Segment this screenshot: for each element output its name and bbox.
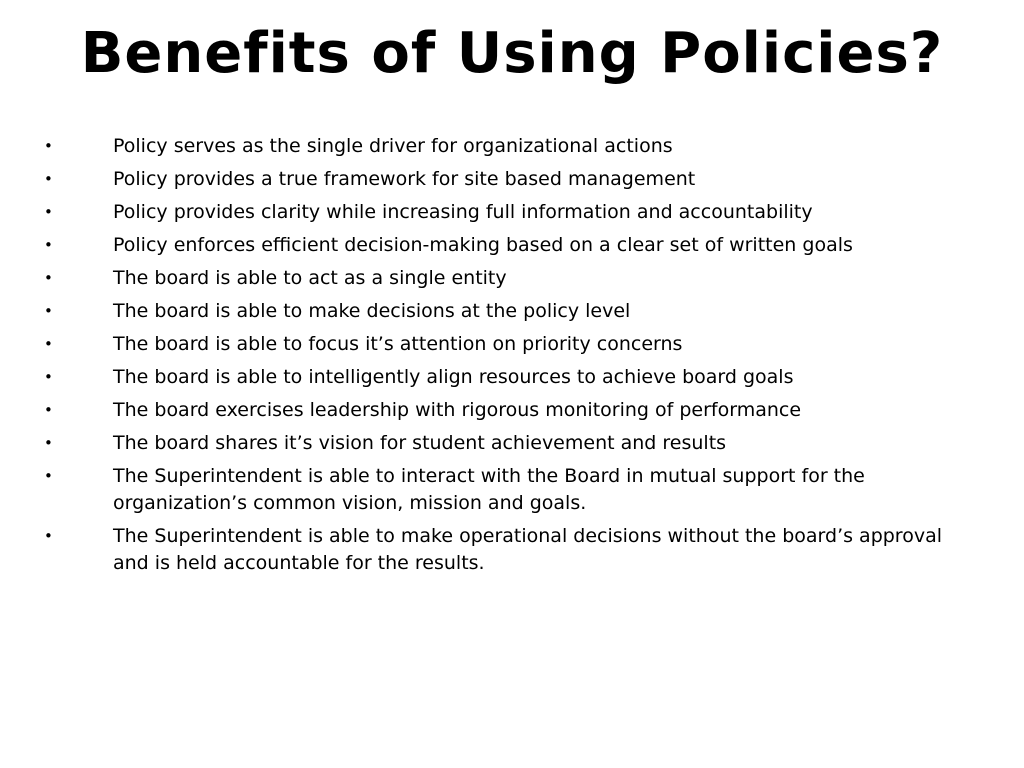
- bullet-item: [0, 232, 1024, 259]
- bullet-item: [0, 199, 1024, 226]
- bullet-text: Policy provides a true framework for site based management: [113, 168, 696, 190]
- bullet-text: The board is able to focus it’s attention on priority concerns: [113, 333, 683, 355]
- bullet-icon: •: [44, 335, 53, 353]
- bullet-icon: •: [44, 527, 53, 545]
- bullet-text: Policy enforces efficient decision-making based on a clear set of written goals: [113, 234, 853, 256]
- bullet-icon: •: [44, 170, 53, 188]
- bullet-text: The Superintendent is able to interact with the Board in mutual support for the organization’s common vision, mission and goals.: [113, 465, 865, 514]
- bullet-icon: •: [44, 467, 53, 485]
- bullet-text: The Superintendent is able to make operational decisions without the board’s approval and is held accountable for the results.: [113, 525, 942, 574]
- bullet-item: [0, 364, 1024, 391]
- bullet-item: [0, 463, 1024, 517]
- bullet-icon: •: [44, 368, 53, 386]
- bullet-list: [0, 133, 1024, 583]
- bullet-text: Policy provides clarity while increasing full information and accountability: [113, 201, 813, 223]
- bullet-text: The board exercises leadership with rigorous monitoring of performance: [113, 399, 802, 421]
- bullet-icon: •: [44, 401, 53, 419]
- bullet-text: The board is able to act as a single entity: [113, 267, 507, 289]
- bullet-icon: •: [44, 302, 53, 320]
- bullet-item: [0, 265, 1024, 292]
- bullet-item: [0, 523, 1024, 577]
- bullet-icon: •: [44, 434, 53, 452]
- bullet-text: The board is able to intelligently align resources to achieve board goals: [113, 366, 794, 388]
- bullet-icon: •: [44, 236, 53, 254]
- bullet-item: [0, 331, 1024, 358]
- bullet-text: Policy serves as the single driver for organizational actions: [113, 135, 673, 157]
- bullet-item: [0, 166, 1024, 193]
- bullet-item: [0, 298, 1024, 325]
- bullet-icon: •: [44, 203, 53, 221]
- bullet-item: [0, 430, 1024, 457]
- slide-title: Benefits of Using Policies?: [80, 21, 944, 86]
- bullet-icon: •: [44, 269, 53, 287]
- bullet-item: [0, 133, 1024, 160]
- bullet-text: The board is able to make decisions at the policy level: [113, 300, 631, 322]
- bullet-item: [0, 397, 1024, 424]
- bullet-text: The board shares it’s vision for student achievement and results: [113, 432, 727, 454]
- bullet-icon: •: [44, 137, 53, 155]
